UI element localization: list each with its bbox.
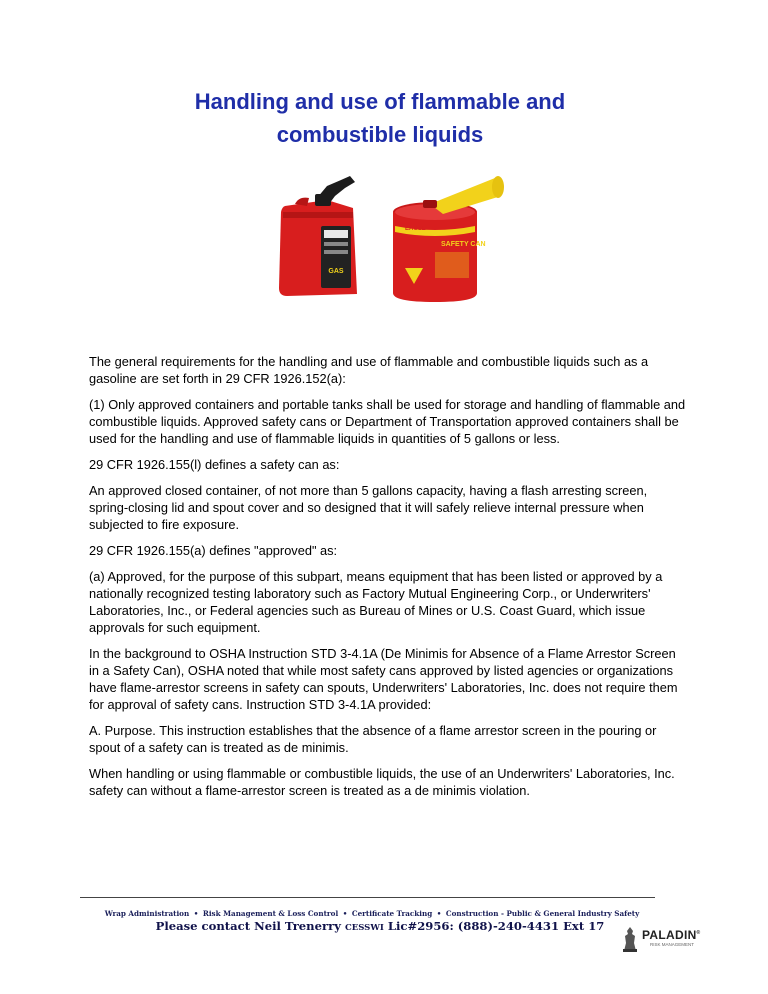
plastic-gas-can-icon — [279, 176, 357, 296]
paragraph-safety-can-heading: 29 CFR 1926.155(l) defines a safety can as: — [89, 457, 340, 472]
paragraph-regulation-1: (1) Only approved containers and portable tanks shall be used for storage and handling of flammable and combustible liquids. Approved safety cans or Department of Transportation approved containers shall be used for the handling and use of flammable liquids in quantities of 5 gallons or less. — [89, 397, 686, 446]
svg-text:GAS: GAS — [328, 268, 344, 275]
paragraph-conclusion: When handling or using flammable or combustible liquids, the use of an Underwriters' Laboratories, Inc. safety can without a flame-arrestor screen is treated as a de minimis violation. — [89, 766, 675, 798]
paragraph-purpose: A. Purpose. This instruction establishes that the absence of a flame arrestor screen in the pouring or spout of a safety can is treated as de minimis. — [89, 723, 657, 755]
service-item: Construction - Public & General Industry Safety — [445, 909, 640, 918]
footer-divider — [80, 897, 655, 898]
logo-name: PALADIN® — [642, 928, 701, 942]
paragraph-osha-background: In the background to OSHA Instruction STD 3-4.1A (De Minimis for Absence of a Flame Arrestor Screen in a Safety Can), OSHA noted that while most safety cans approved by listed agencies or organizations have flame-arrestor screens in safety can spouts, Underwriters' Laboratories, Inc. does not require them for approval of safety cans. Instruction STD 3-4.1A provided: — [89, 646, 678, 712]
paladin-knight-icon — [620, 925, 640, 953]
logo-tagline: RISK MANAGEMENT — [650, 942, 695, 947]
page-title — [110, 85, 650, 151]
paragraph-safety-can-definition: An approved closed container, of not more than 5 gallons capacity, having a flash arresting screen, spring-closing lid and spout cover and so designed that it will safely relieve internal pressure when subjected to fire exposure. — [89, 483, 648, 532]
contact-details: Lic#2956: (888)-240-4431 Ext 17 — [383, 919, 605, 933]
contact-credential: CESSWI — [344, 923, 384, 933]
separator-icon: • — [342, 909, 348, 918]
service-item: Wrap Administration — [104, 909, 190, 918]
title-line-2: combustible liquids — [276, 122, 484, 147]
paragraph-intro: The general requirements for the handling and use of flammable and combustible liquids such as a gasoline are set forth in 29 CFR 1926.152(a): — [89, 354, 649, 386]
paragraph-approved-definition: (a) Approved, for the purpose of this subpart, means equipment that has been listed or approved by a nationally recognized testing laboratory such as Factory Mutual Engineering Corp., or Underwriters' Laboratories, Inc., or Federal agencies such as Bureau of Mines or U.S. Coast Guard, which issue approvals for such equipment. — [89, 569, 663, 635]
separator-icon: • — [193, 909, 199, 918]
paragraph-approved-heading: 29 CFR 1926.155(a) defines "approved" as: — [89, 543, 338, 558]
paladin-logo — [620, 923, 701, 953]
footer-services — [92, 909, 652, 918]
service-item: Risk Management & Loss Control — [202, 909, 339, 918]
body-text — [89, 353, 689, 808]
service-item: Certificate Tracking — [351, 909, 433, 918]
gas-cans-illustration — [255, 168, 515, 313]
separator-icon: • — [436, 909, 442, 918]
svg-text:EAGLE: EAGLE — [405, 226, 426, 232]
metal-safety-can-icon — [393, 176, 504, 302]
contact-prefix: Please contact Neil Trenerry — [155, 919, 345, 933]
footer-contact — [100, 919, 660, 933]
title-line-1: Handling and use of flammable and — [194, 89, 566, 114]
svg-text:SAFETY CAN: SAFETY CAN — [441, 241, 486, 248]
